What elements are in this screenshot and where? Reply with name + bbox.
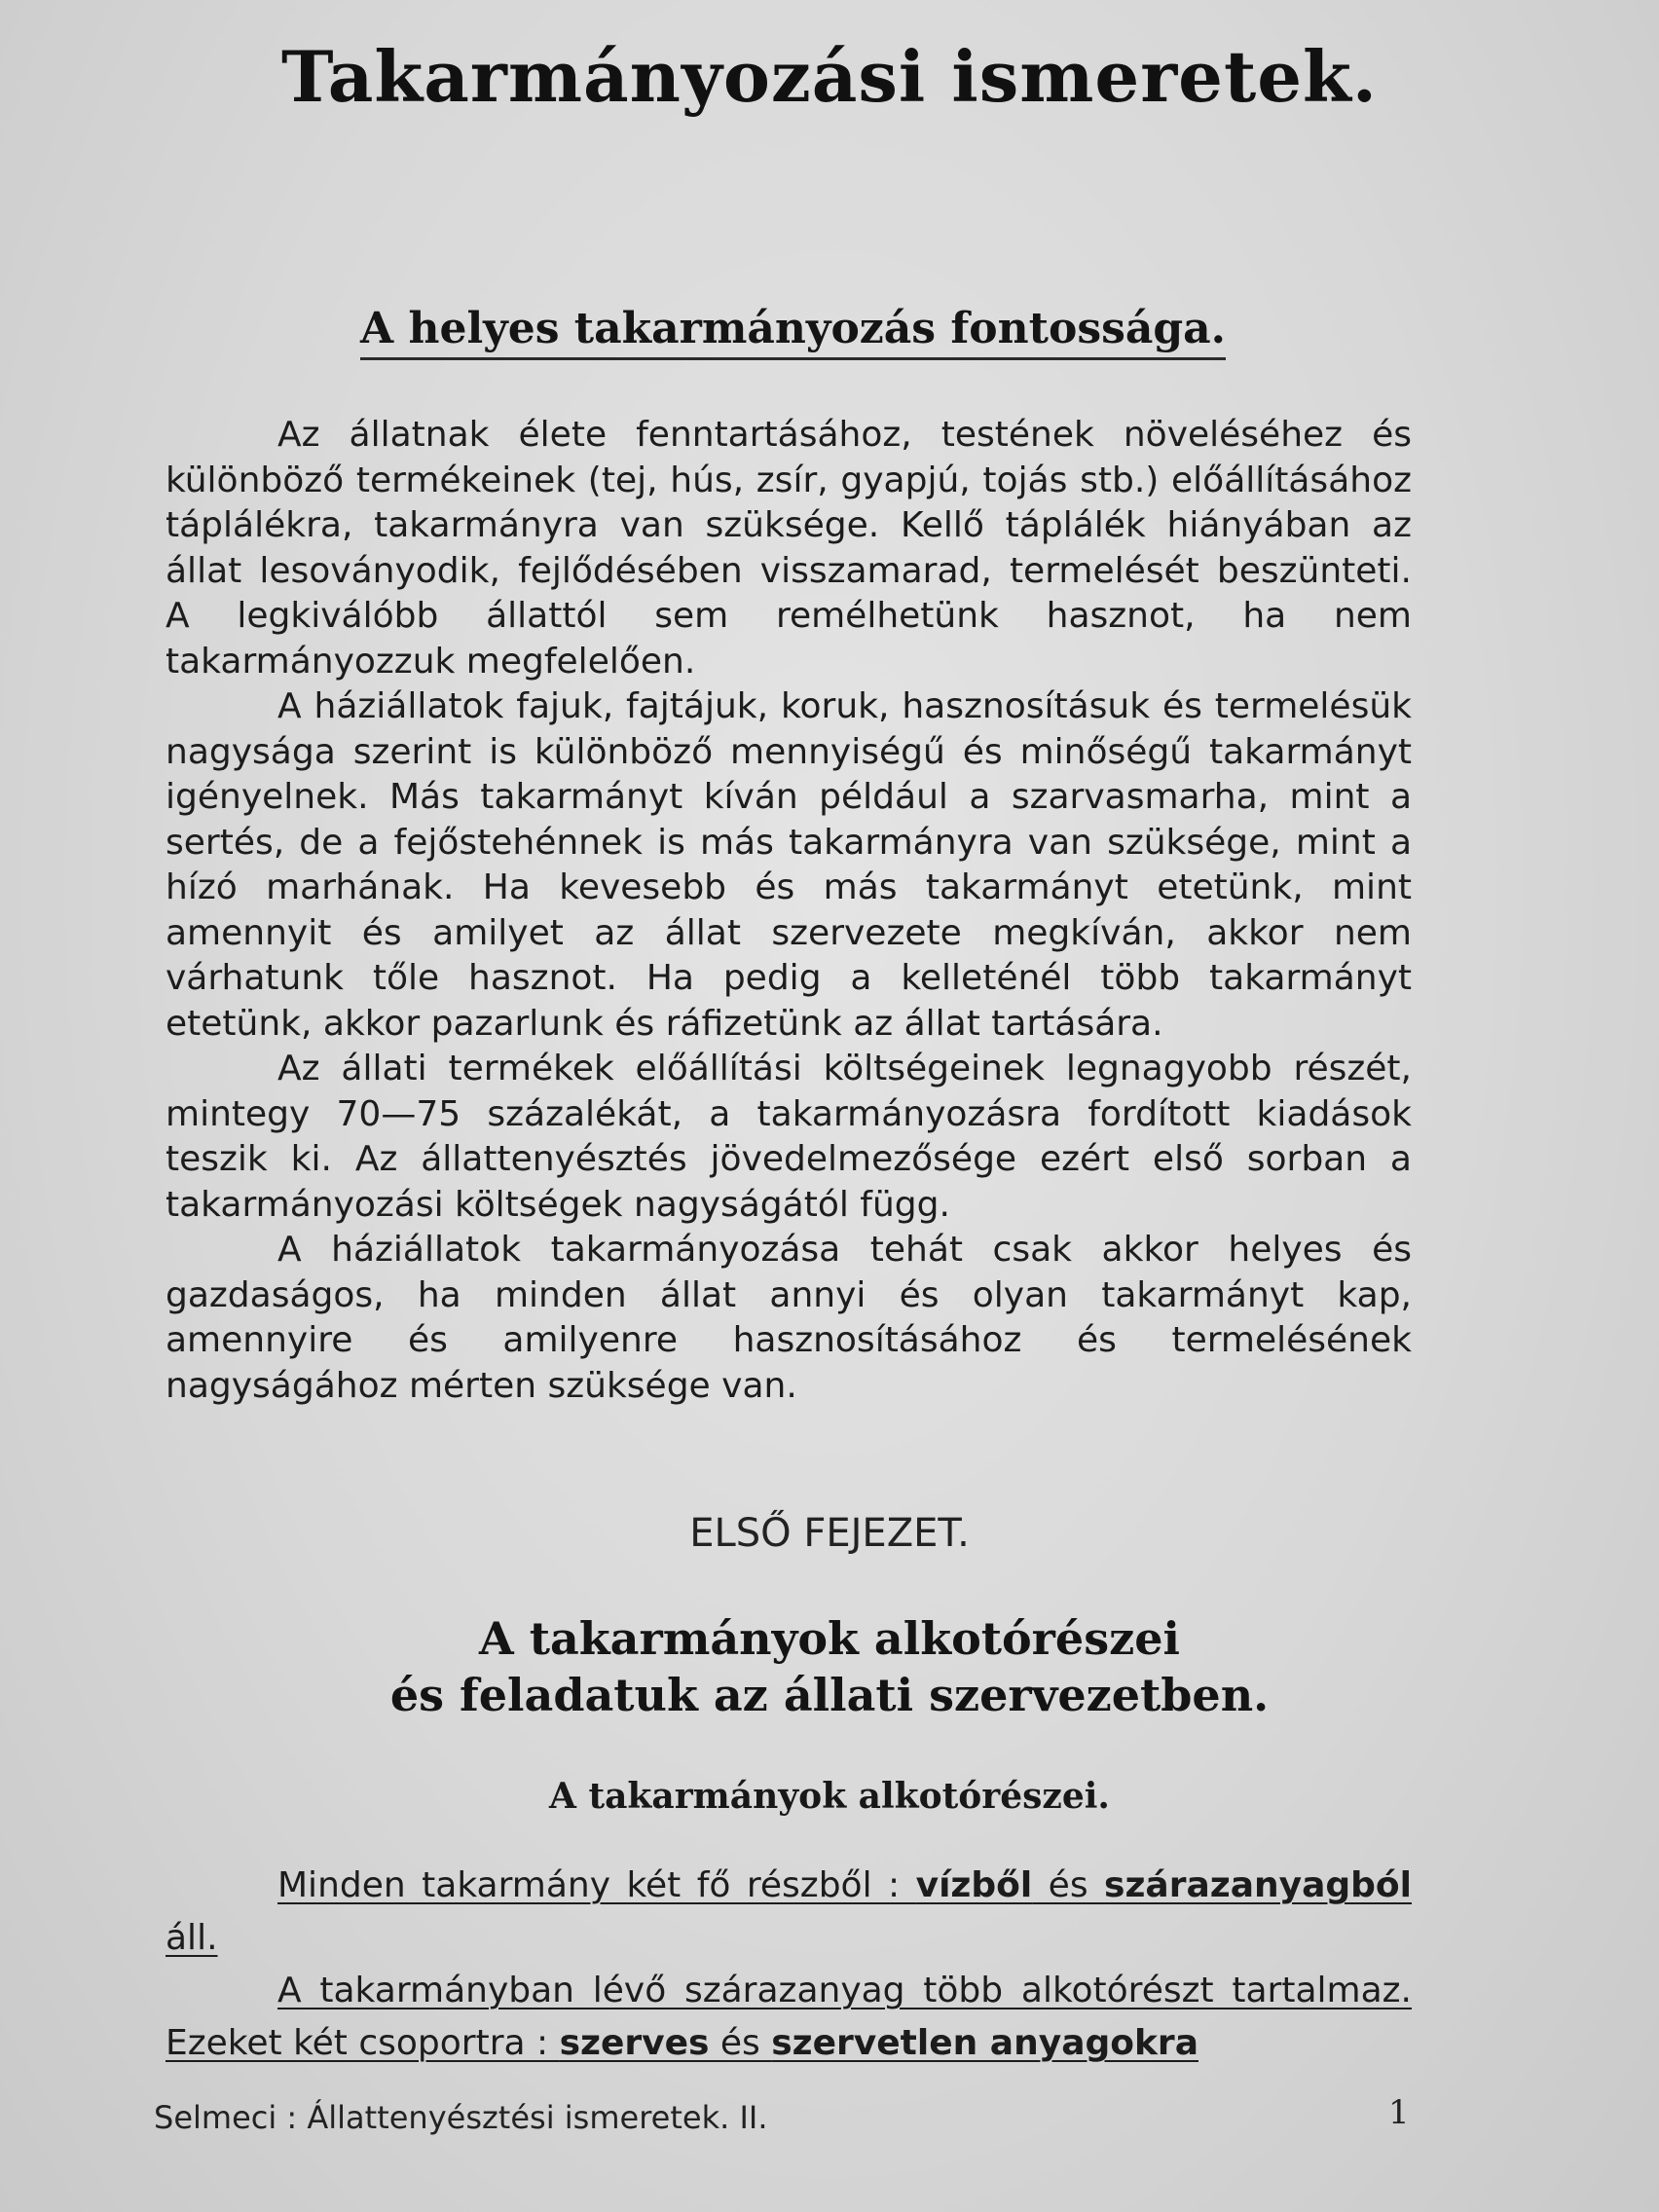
paragraph [166,1860,1412,1965]
paragraph: A háziállatok takarmányozása tehát csak akkor helyes és gazdaságos, ha minden állat annyi és olyan takarmányt kap, amennyire és amilyenre hasznosításához és termelésének nagyságához mérten szüksége van. [166,1230,1412,1406]
section-heading: A helyes takarmányozás fontossága. [360,304,1226,360]
chapter-title-line: A takarmányok alkotórészei [479,1612,1180,1665]
text-run: és [1032,1865,1105,1905]
components-text [166,1860,1412,2070]
chapter-label: ELSŐ FEJEZET. [689,1511,970,1556]
chapter-title-line: és feladatuk az állati szervezetben. [389,1669,1270,1721]
paragraph [166,1965,1412,2070]
page-number: 1 [1388,2093,1410,2132]
intro-text [166,413,1412,1409]
key-term: vízből [915,1865,1033,1905]
paragraph: A háziállatok fajuk, fajtájuk, koruk, hasznosításuk és termelésük nagysága szerint is különböző mennyiségű és minőségű takarmányt igényelnek. Más takarmányt kíván például a szarvasmarha, mint a sertés, de a fejőstehénnek is más takarmányra van szüksége, mint a hízó marhának. Ha kevesebb és más takarmányt etetünk, mint amennyit és amilyet az állat szervezete megkíván, akkor nem várhatunk tőle hasznot. Ha pedig a kelleténél több takarmányt etetünk, akkor pazarlunk és ráfizetünk az állat tartására. [166,686,1412,1044]
text-run: áll. [166,1918,218,1958]
footer-text: Selmeci : Állattenyésztési ismeretek. II. [154,2099,768,2136]
text-run: és [709,2023,772,2063]
subsection-heading: A takarmányok alkotórészei. [549,1776,1110,1817]
text-run: Minden takarmány két fő részből : [277,1865,916,1905]
key-term: szerves [559,2023,710,2063]
chapter-title [0,1610,1659,1723]
page-title: Takarmányozási ismeretek. [281,35,1378,118]
paragraph: Az állati termékek előállítási költségeinek legnagyobb részét, mintegy 70—75 százalékát, a takarmányozásra fordított kiadások teszik ki. Az állattenyésztés jövedelmezősége ezért első sorban a takarmányozási költségek nagyságától függ. [166,1049,1412,1225]
key-term: szervetlen anyagokra [771,2023,1198,2063]
paragraph: Az állatnak élete fenntartásához, testének növeléséhez és különböző termékeinek (tej, hús, zsír, gyapjú, tojás stb.) előállításához táplálékra, takarmányra van szüksége. Kellő táplálék hiányában az állat lesoványodik, fejlődésében visszamarad, termelését beszünteti. A legkiválóbb állattól sem remélhetünk hasznot, ha nem takarmányozzuk megfelelően. [166,415,1412,682]
key-term: szárazanyagból [1104,1865,1412,1905]
text-run: A takarmányban lévő szárazanyag több alkotórészt tartalmaz. Ezeket két csoportra : [166,1971,1412,2063]
